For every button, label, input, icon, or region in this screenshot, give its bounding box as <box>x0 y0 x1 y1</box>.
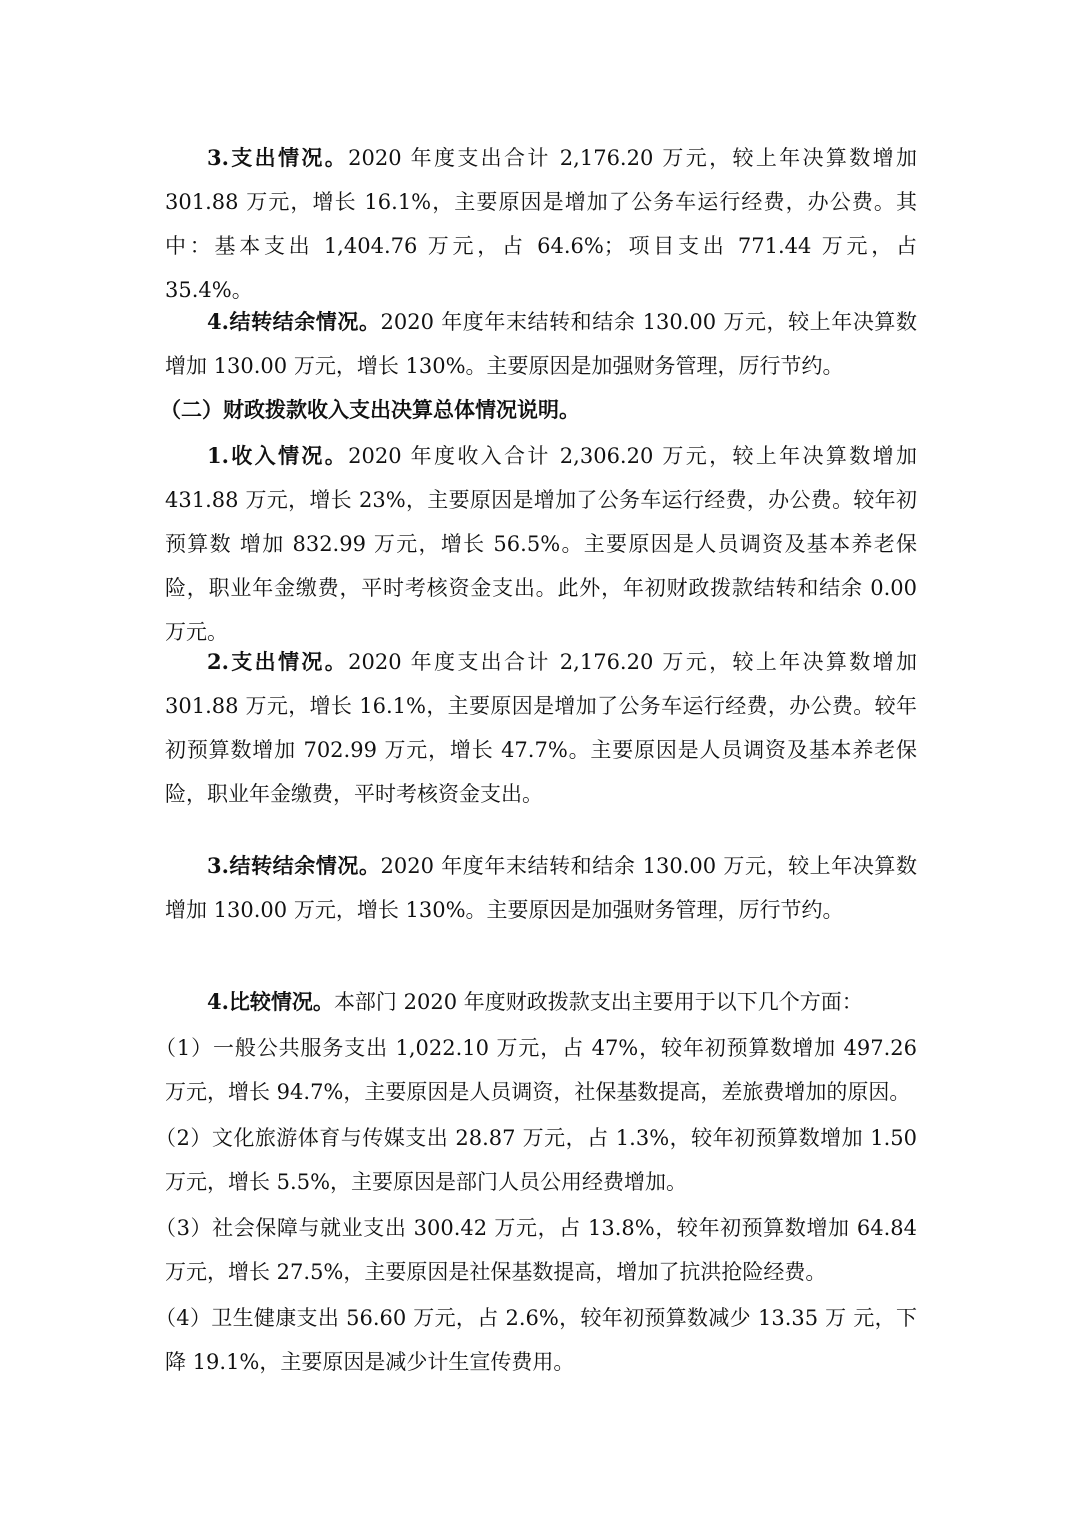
paragraph-body: 2020 年度支出合计 2,176.20 万元，较上年决算数增加 301.88 万元，增长 16.1%，主要原因是增加了公务车运行经费，办公费。其中：基本支出 1,404.76 万元，占 64.6%；项目支出 771.44 万元，占 35.4%。 <box>165 146 917 302</box>
paragraph-lead: 4.结转结余情况。 <box>207 309 381 334</box>
section-heading: （二）财政拨款收入支出决算总体情况说明。 <box>160 397 580 422</box>
paragraph-lead: 3.结转结余情况。 <box>207 853 381 878</box>
paragraph-fiscal-carryover <box>165 844 917 932</box>
paragraph-expenditure <box>165 136 917 312</box>
paragraph-body: 2020 年度收入合计 2,306.20 万元，较上年决算数增加 431.88 万元，增长 23%，主要原因是增加了公务车运行经费，办公费。较年初预算数 增加 832.99 万元，增长 56.5%。主要原因是人员调资及基本养老保险，职业年金缴费，平时考核资金支出。此外，年初财政拨款结转和结余 0.00 万元。 <box>165 444 917 644</box>
paragraph-lead: 3.支出情况。 <box>207 145 349 170</box>
paragraph-body: 2020 年度支出合计 2,176.20 万元，较上年决算数增加 301.88 万元，增长 16.1%，主要原因是增加了公务车运行经费，办公费。较年初预算数增加 702.99 万元，增长 47.7%。主要原因是人员调资及基本养老保险，职业年金缴费，平时考核资金支出。 <box>165 650 917 806</box>
paragraph-body: 2020 年度年末结转和结余 130.00 万元，较上年决算数增加 130.00 万元，增长 130%。主要原因是加强财务管理，厉行节约。 <box>165 854 917 922</box>
paragraph-carryover <box>165 300 917 388</box>
paragraph-body: 本部门 2020 年度财政拨款支出主要用于以下几个方面： <box>333 990 863 1014</box>
paragraph-comparison <box>165 980 917 1024</box>
paragraph-lead: 4.比较情况。 <box>207 989 334 1014</box>
paragraph-lead: 1.收入情况。 <box>207 443 349 468</box>
paragraph-lead: 2.支出情况。 <box>207 649 349 674</box>
paragraph-fiscal-expenditure <box>165 640 917 816</box>
list-item: （3）社会保障与就业支出 300.42 万元，占 13.8%，较年初预算数增加 64.84 万元，增长 27.5%，主要原因是社保基数提高，增加了抗洪抢险经费。 <box>155 1216 917 1284</box>
list-item: （4）卫生健康支出 56.60 万元，占 2.6%，较年初预算数减少 13.35 万 元，下降 19.1%，主要原因是减少计生宣传费用。 <box>155 1306 917 1374</box>
list-item: （2）文化旅游体育与传媒支出 28.87 万元，占 1.3%，较年初预算数增加 1.50 万元，增长 5.5%，主要原因是部门人员公用经费增加。 <box>155 1126 917 1194</box>
list-item: （1）一般公共服务支出 1,022.10 万元，占 47%，较年初预算数增加 497.26 万元，增长 94.7%，主要原因是人员调资，社保基数提高，差旅费增加的原因。 <box>155 1036 917 1104</box>
paragraph-body: 2020 年度年末结转和结余 130.00 万元，较上年决算数增加 130.00 万元，增长 130%。主要原因是加强财务管理，厉行节约。 <box>165 310 917 378</box>
paragraph-income <box>165 434 917 654</box>
